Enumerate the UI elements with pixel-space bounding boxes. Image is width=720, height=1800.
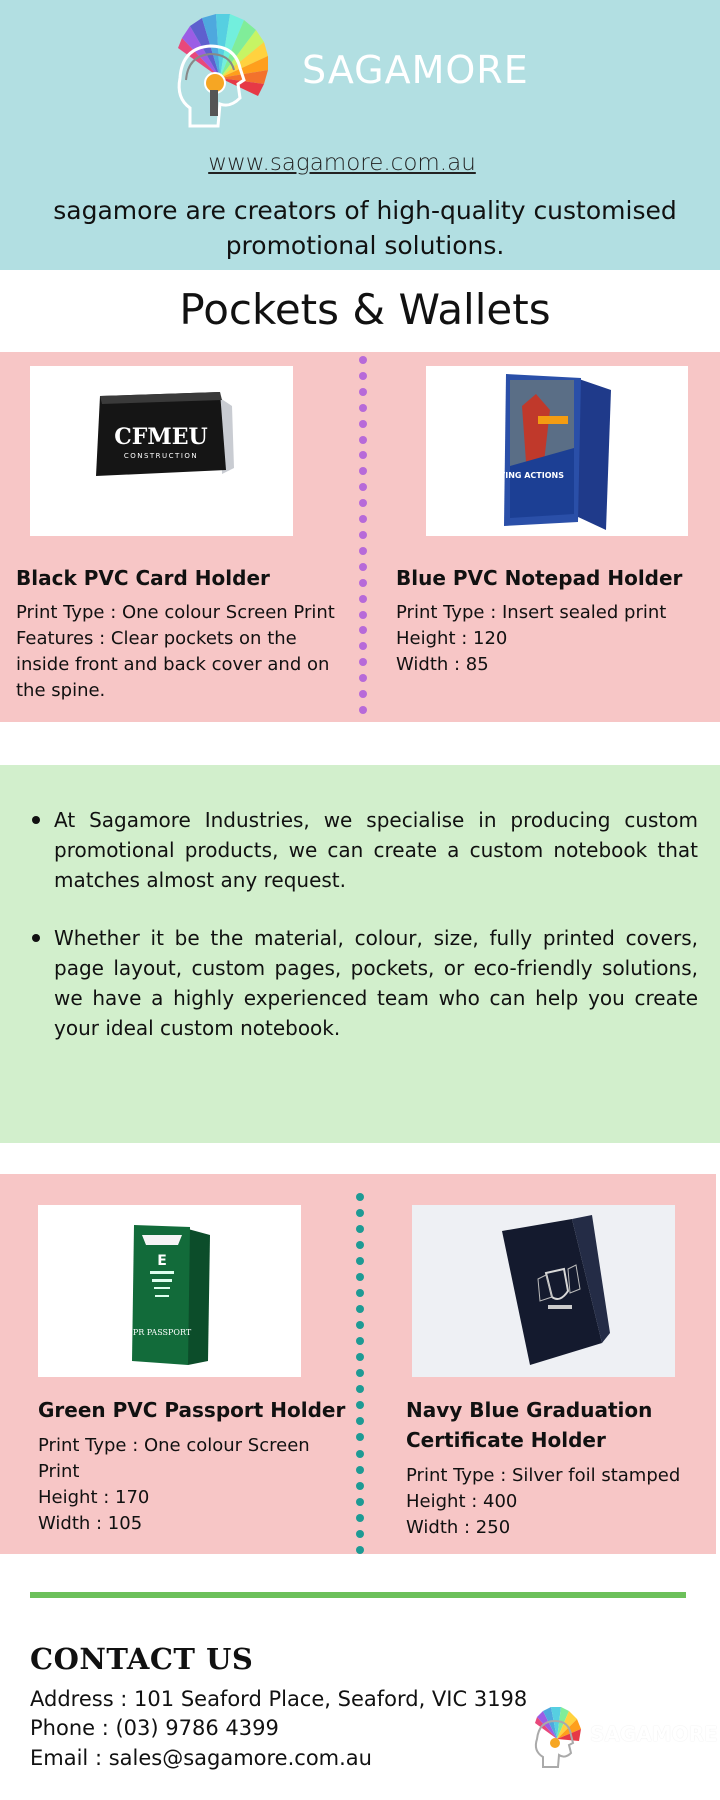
divider-dot <box>359 372 367 380</box>
divider-dot <box>356 1530 364 1538</box>
section-divider <box>30 1592 686 1598</box>
divider-dot <box>359 388 367 396</box>
divider-dot <box>356 1321 364 1329</box>
product-detail-line: Print Type : One colour Screen Print <box>38 1435 310 1482</box>
divider-dot <box>359 467 367 475</box>
divider-dot <box>356 1337 364 1345</box>
divider-dot <box>356 1466 364 1474</box>
product-detail-line: Height : 170 <box>38 1487 150 1508</box>
divider-dot <box>356 1546 364 1554</box>
divider-dot <box>359 674 367 682</box>
product-details <box>16 600 346 704</box>
product-detail-line: Features : Clear pockets on the inside front and back cover and on the spine. <box>16 628 330 701</box>
brand-name: SAGAMORE <box>302 48 529 92</box>
product-detail-line: Width : 105 <box>38 1513 143 1534</box>
divider-dot <box>359 531 367 539</box>
divider-dot <box>356 1401 364 1409</box>
product-title: Black PVC Card Holder <box>16 566 270 590</box>
teal-dot-divider <box>356 1193 364 1554</box>
divider-dot <box>356 1433 364 1441</box>
tagline: sagamore are creators of high-quality customised promotional solutions. <box>53 196 677 260</box>
contact-phone[interactable]: Phone : (03) 9786 4399 <box>30 1716 279 1740</box>
product-detail-line: Height : 120 <box>396 628 508 649</box>
website-link[interactable]: www.sagamore.com.au <box>208 150 476 176</box>
product-image-card-holder <box>30 366 293 536</box>
product-detail-line: Width : 85 <box>396 654 489 675</box>
product-details <box>396 600 706 678</box>
divider-dot <box>359 483 367 491</box>
passport-holder-print: PR PASSPORT <box>132 1328 192 1337</box>
product-details <box>406 1463 706 1541</box>
notepad-holder-print: LIFE SAVING ACTIONS <box>465 471 564 480</box>
divider-dot <box>356 1450 364 1458</box>
divider-dot <box>356 1385 364 1393</box>
divider-dot <box>359 579 367 587</box>
product-image-graduation-holder <box>412 1205 675 1377</box>
product-title: Blue PVC Notepad Holder <box>396 566 683 590</box>
divider-dot <box>356 1225 364 1233</box>
divider-dot <box>359 563 367 571</box>
bullet-dot-icon <box>32 934 40 942</box>
product-image-notepad-holder <box>426 366 688 536</box>
divider-dot <box>359 658 367 666</box>
divider-dot <box>356 1193 364 1201</box>
card-holder-print-sub: CONSTRUCTION <box>123 452 199 460</box>
divider-dot <box>359 642 367 650</box>
product-detail-line: Print Type : Silver foil stamped <box>406 1465 681 1486</box>
divider-dot <box>356 1353 364 1361</box>
product-detail-line: Print Type : One colour Screen Print <box>16 602 335 623</box>
page-title: Pockets & Wallets <box>179 285 551 334</box>
contact-email[interactable]: Email : sales@sagamore.com.au <box>30 1746 372 1770</box>
divider-dot <box>356 1498 364 1506</box>
product-detail-line: Print Type : Insert sealed print <box>396 602 667 623</box>
list-item: Whether it be the material, colour, size, fully printed covers, page layout, custom pages, pockets, or eco-friendly solutions, we have a highly experienced team who can help you create your ideal custom notebook. <box>30 923 698 1043</box>
divider-dot <box>356 1257 364 1265</box>
purple-dot-divider <box>359 356 367 714</box>
footer-brand-name: SAGAMORE <box>590 1722 718 1746</box>
divider-dot <box>356 1273 364 1281</box>
bullet-dot-icon <box>32 816 40 824</box>
divider-dot <box>356 1369 364 1377</box>
divider-dot <box>356 1514 364 1522</box>
divider-dot <box>356 1209 364 1217</box>
contact-heading: CONTACT US <box>30 1642 254 1676</box>
divider-dot <box>359 451 367 459</box>
header-banner <box>0 0 720 270</box>
divider-dot <box>356 1241 364 1249</box>
divider-dot <box>356 1482 364 1490</box>
divider-dot <box>356 1417 364 1425</box>
svg-text:E: E <box>157 1253 167 1269</box>
product-image-passport-holder <box>38 1205 301 1377</box>
divider-dot <box>356 1289 364 1297</box>
contact-address: Address : 101 Seaford Place, Seaford, VIC 3198 <box>30 1687 528 1711</box>
product-details <box>38 1433 328 1537</box>
product-title: Green PVC Passport Holder <box>38 1398 346 1422</box>
divider-dot <box>359 420 367 428</box>
list-item: At Sagamore Industries, we specialise in producing custom promotional products, we can create a custom notebook that matches almost any request. <box>30 805 698 895</box>
product-detail-line: Width : 250 <box>406 1517 511 1538</box>
divider-dot <box>359 436 367 444</box>
divider-dot <box>359 499 367 507</box>
divider-dot <box>359 706 367 714</box>
info-bullet-list <box>30 805 698 1071</box>
product-detail-line: Height : 400 <box>406 1491 518 1512</box>
divider-dot <box>356 1305 364 1313</box>
product-title: Navy Blue Graduation Certificate Holder <box>406 1398 653 1452</box>
divider-dot <box>359 611 367 619</box>
divider-dot <box>359 515 367 523</box>
divider-dot <box>359 404 367 412</box>
divider-dot <box>359 356 367 364</box>
divider-dot <box>359 626 367 634</box>
divider-dot <box>359 595 367 603</box>
card-holder-print: CFMEU <box>114 424 208 450</box>
divider-dot <box>359 547 367 555</box>
divider-dot <box>359 690 367 698</box>
